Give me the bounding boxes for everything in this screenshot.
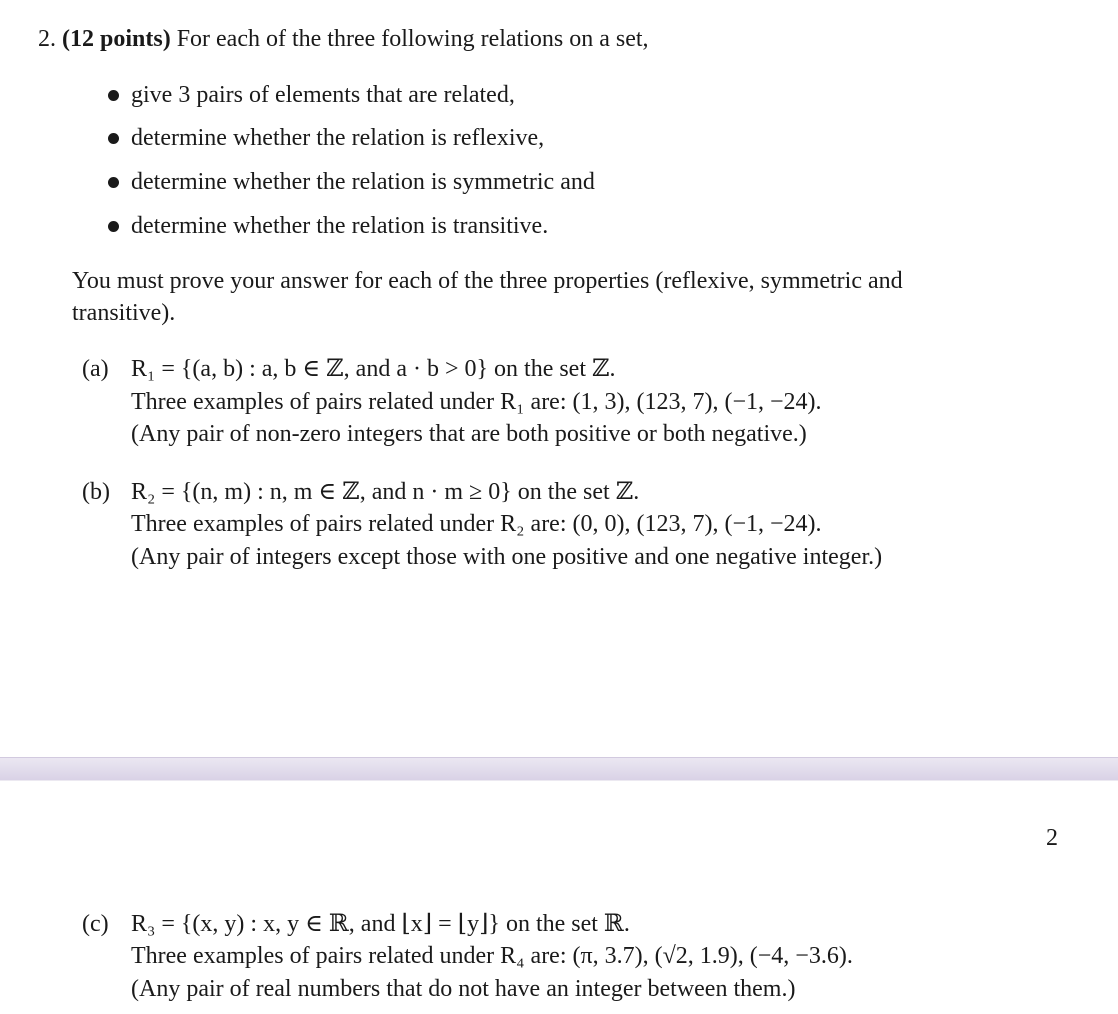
question-intro: For each of the three following relations on a set,: [176, 26, 649, 52]
part-b-definition: R₂ = {(n, m) : n, m ∈ ℤ, and n · m ≥ 0} on the set ℤ.: [131, 479, 640, 505]
bullet-item: give 3 pairs of elements that are related,: [131, 82, 515, 108]
bullet-icon: [108, 133, 119, 144]
instruction-text: You must prove your answer for each of the three properties (reflexive, symmetric and: [72, 268, 903, 294]
bullet-icon: [108, 221, 119, 232]
page-separator-bar: [0, 757, 1118, 781]
bullet-item: determine whether the relation is reflexive,: [131, 125, 545, 151]
question-header: [38, 24, 649, 54]
part-label: (b): [82, 479, 110, 505]
part-b-note: (Any pair of integers except those with one positive and one negative integer.): [131, 544, 883, 570]
part-c-definition: R₃ = {(x, y) : x, y ∈ ℝ, and ⌊x⌋ = ⌊y⌋} on the set ℝ.: [131, 911, 630, 937]
bullet-item: determine whether the relation is transitive.: [131, 213, 549, 239]
part-c-examples: Three examples of pairs related under R₄ are: (π, 3.7), (√2, 1.9), (−4, −3.6).: [131, 943, 853, 969]
part-a-note: (Any pair of non-zero integers that are both positive or both negative.): [131, 421, 807, 447]
part-b-examples: Three examples of pairs related under R₂ are: (0, 0), (123, 7), (−1, −24).: [131, 511, 822, 537]
part-a-examples: Three examples of pairs related under R₁ are: (1, 3), (123, 7), (−1, −24).: [131, 389, 822, 415]
bullet-icon: [108, 177, 119, 188]
question-points: (12 points): [62, 26, 171, 52]
question-number: 2.: [38, 26, 56, 52]
page-break: [0, 757, 1118, 783]
part-a-definition: R₁ = {(a, b) : a, b ∈ ℤ, and a · b > 0} on the set ℤ.: [131, 356, 616, 382]
bullet-icon: [108, 90, 119, 101]
instruction-text: transitive).: [72, 300, 176, 326]
part-label: (a): [82, 356, 109, 382]
bullet-item: determine whether the relation is symmetric and: [131, 169, 595, 195]
part-c-note: (Any pair of real numbers that do not have an integer between them.): [131, 976, 796, 1002]
page-number: 2: [1046, 825, 1058, 851]
part-label: (c): [82, 911, 109, 937]
